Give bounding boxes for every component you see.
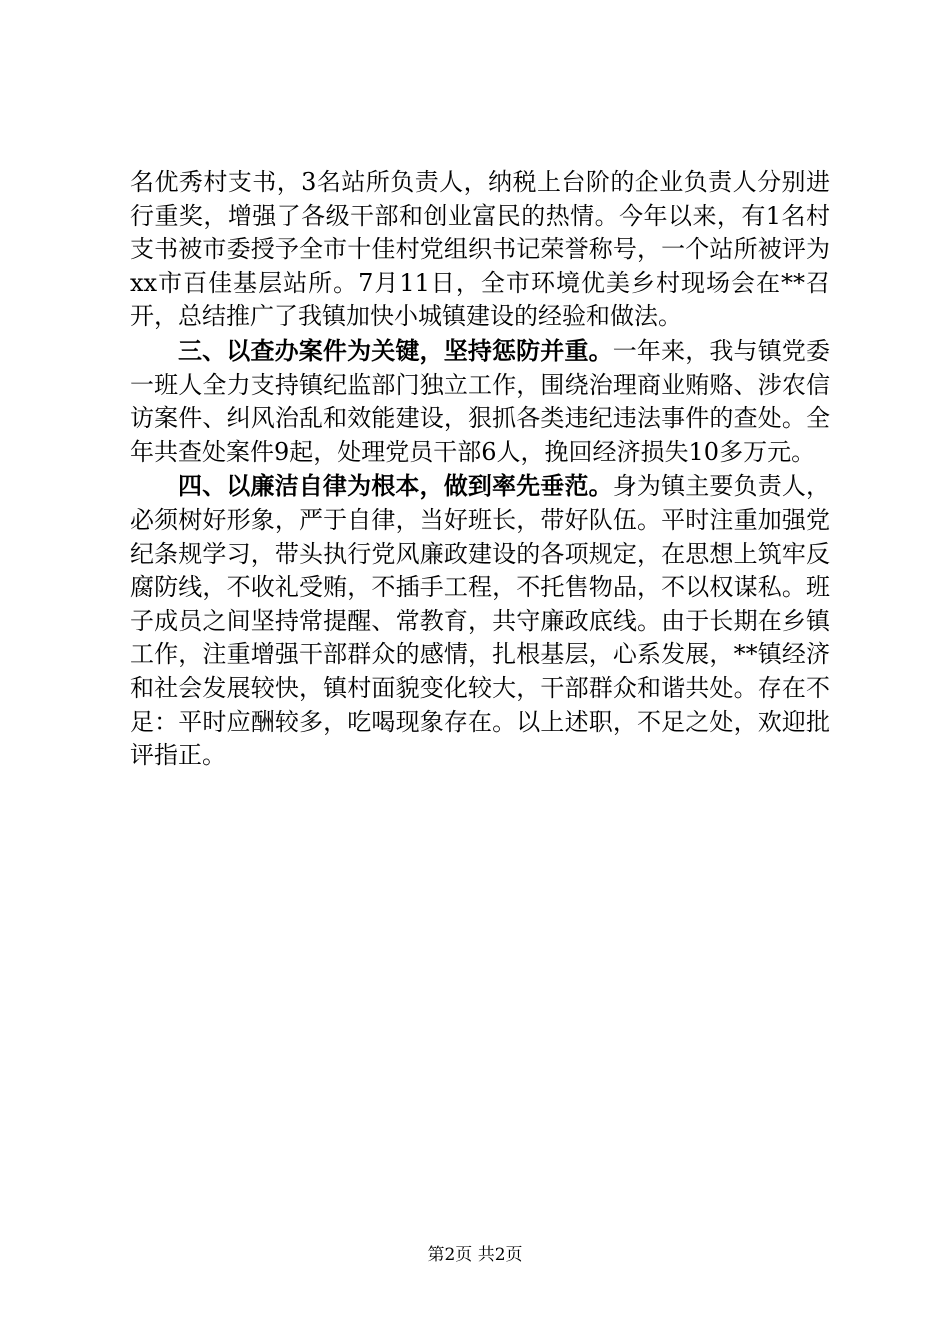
paragraph-section-four [130, 469, 830, 772]
page-footer [0, 1244, 950, 1266]
paragraph-text: 名优秀村支书，3名站所负责人，纳税上台阶的企业负责人分别进行重奖，增强了各级干部和创业富民的热情。今年以来，有1名村支书被市委授予全市十佳村党组织书记荣誉称号，一个站所被评为xx市百佳基层站所。7月11日，全市环境优美乡村现场会在**召开，总结推广了我镇加快小城镇建设的经验和做法。 [130, 168, 830, 331]
section-four-text: 身为镇主要负责人，必须树好形象，严于自律，当好班长，带好队伍。平时注重加强党纪条规学习，带头执行党风廉政建设的各项规定，在思想上筑牢反腐防线，不收礼受贿，不插手工程，不托售物品，不以权谋私。班子成员之间坚持常提醒、常教育，共守廉政底线。由于长期在乡镇工作，注重增强干部群众的感情，扎根基层，心系发展，**镇经济和社会发展较快，镇村面貌变化较大，干部群众和谐共处。存在不足：平时应酬较多，吃喝现象存在。以上述职，不足之处，欢迎批评指正。 [130, 472, 831, 770]
section-four-heading: 四、以廉洁自律为根本，做到率先垂范。 [178, 471, 613, 501]
document-body [130, 166, 830, 773]
section-three-text: 一年来，我与镇党委一班人全力支持镇纪监部门独立工作，围绕治理商业贿赂、涉农信访案件、纠风治乱和效能建设，狠抓各类违纪违法事件的查处。全年共查处案件9起，处理党员干部6人，挽回经济损失10多万元。 [130, 336, 831, 466]
paragraph-section-three [130, 334, 830, 469]
paragraph-continuation [130, 166, 830, 334]
page-number-label: 第2页 共2页 [427, 1245, 523, 1265]
section-three-heading: 三、以查办案件为关键，坚持惩防并重。 [178, 335, 613, 365]
